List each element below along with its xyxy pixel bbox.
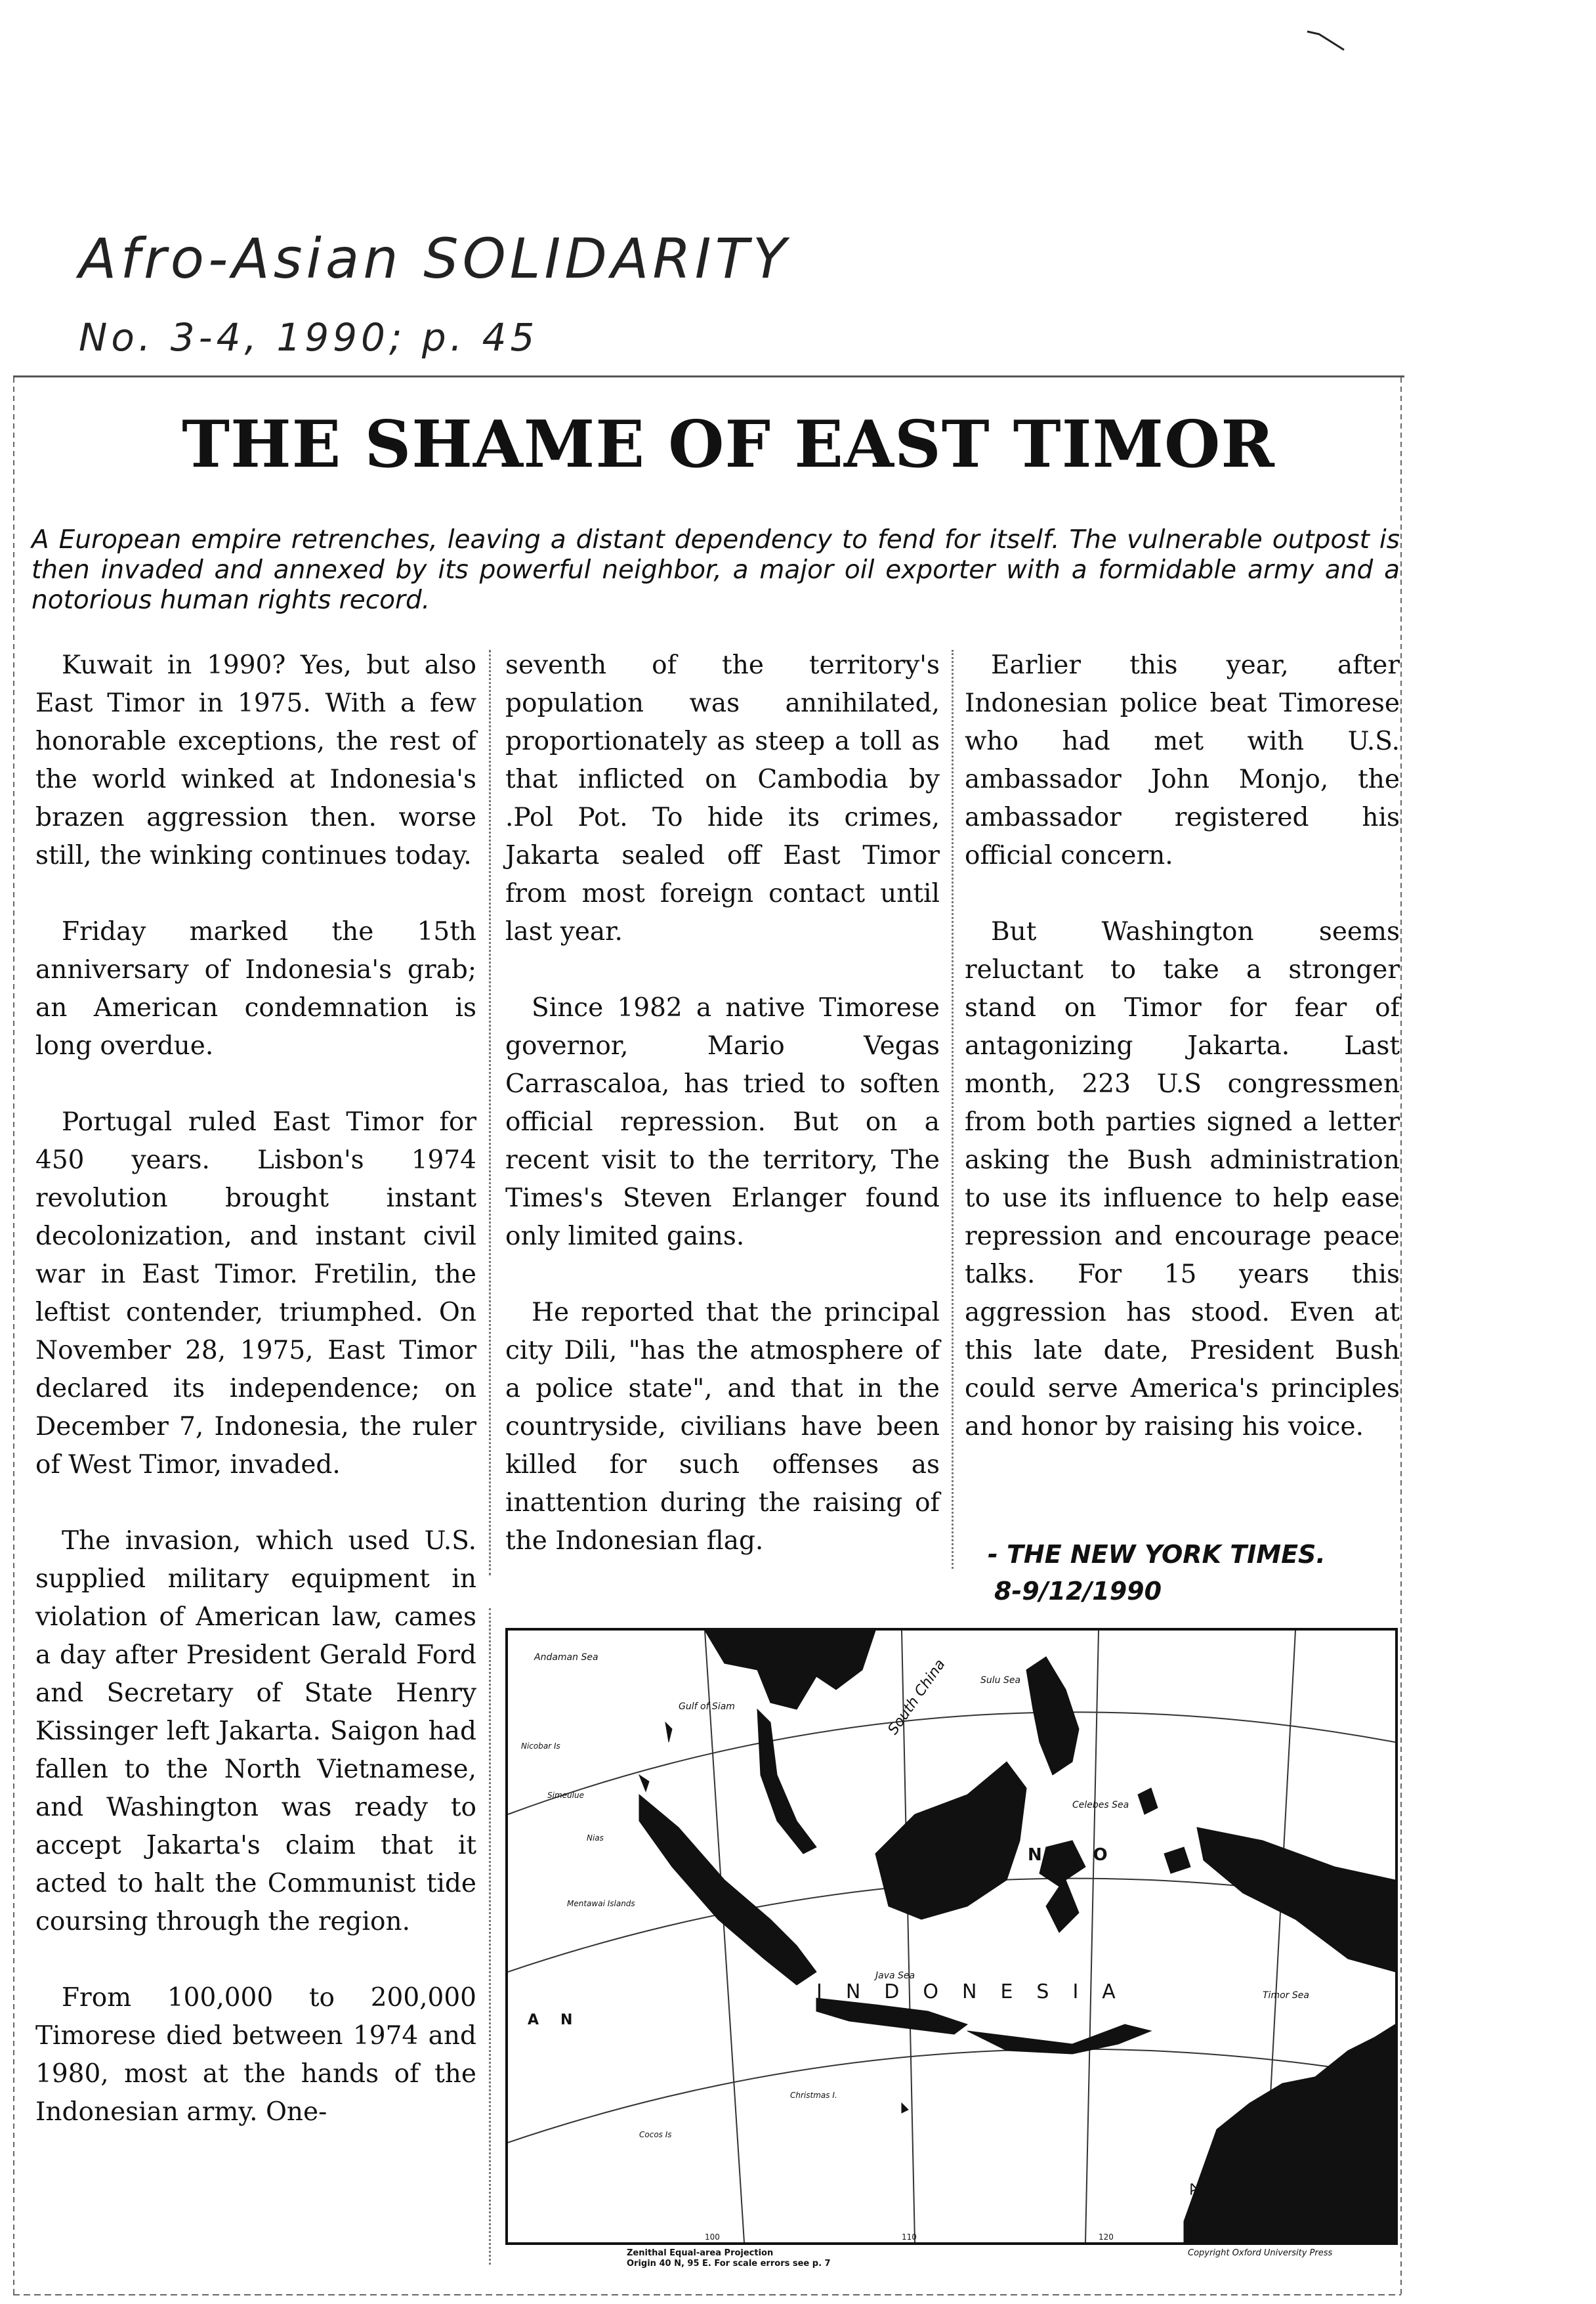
map-projection-note: Zenithal Equal-area Projection bbox=[627, 2248, 774, 2258]
borneo bbox=[875, 1762, 1026, 1919]
new-guinea bbox=[1197, 1827, 1395, 1972]
paragraph: Since 1982 a native Timorese governor, Mario Vegas Carrascaloa, has tried to soften official repression. But on a recent visit to the territory, The Times's Steven Erlanger found only limited gains. bbox=[505, 993, 940, 1251]
label-ocean-a: A bbox=[528, 2012, 539, 2028]
label-lng-110: 110 bbox=[902, 2232, 917, 2242]
malay-peninsula bbox=[757, 1709, 816, 1854]
label-mentawai: Mentawai Islands bbox=[567, 1899, 635, 1908]
philippines bbox=[1026, 1657, 1079, 1775]
label-lng-120: 120 bbox=[1099, 2232, 1114, 2242]
label-sulu-sea: Sulu Sea bbox=[980, 1675, 1021, 1686]
map-caption bbox=[627, 2248, 831, 2269]
label-indonesia: INDONESIA bbox=[816, 1980, 1139, 2003]
clipping-top-border bbox=[13, 375, 1404, 377]
paragraph: The invasion, which used U.S. supplied military equipment in violation of American law, cames a day after President Gerald Ford and Secretary of State Henry Kissinger left Jakarta. Saigon had fallen to the North Vietnamese, and Washington was ready to accept Jakarta's claim that it acted to halt the Communist tide coursing through the region. bbox=[35, 1526, 476, 1936]
paragraph: Kuwait in 1990? Yes, but also East Timor in 1975. With a few honorable exceptions, the rest of the world winked at Indonesia's brazen aggression then. worse still, the winking continues today. bbox=[35, 651, 476, 870]
credit-date: 8-9/12/1990 bbox=[994, 1577, 1162, 1606]
indochina-landmass bbox=[705, 1631, 875, 1709]
paragraph: But Washington seems reluctant to take a stronger stand on Timor for fear of antagonizing Jakarta. Last month, 223 U.S congressmen from both parties signed a letter asking the Bush administration to use its influence to help ease repression and encourage peace talks. For 15 years this aggression has stood. Even at this late date, President Bush could serve America's principles and honor by raising his voice. bbox=[965, 917, 1400, 1441]
label-lng-130: 130 bbox=[1295, 2232, 1311, 2242]
column-1 bbox=[35, 647, 476, 2169]
label-lat-10: 10° bbox=[1371, 1883, 1385, 1892]
java bbox=[816, 1998, 967, 2034]
paragraph: From 100,000 to 200,000 Timorese died between 1974 and 1980, most at the hands of the Indonesian army. One- bbox=[35, 1983, 476, 2127]
map-drawing bbox=[508, 1631, 1395, 2242]
column-3 bbox=[965, 647, 1400, 1484]
label-lat-0: 0° bbox=[1371, 2053, 1380, 2062]
column-divider bbox=[489, 650, 491, 1575]
handwritten-source: Afro-Asian SOLIDARITY bbox=[79, 226, 791, 291]
map-origin-note: Origin 40 N, 95 E. For scale errors see p. 7 bbox=[627, 2259, 831, 2269]
southeast-asia-map bbox=[505, 1628, 1398, 2245]
label-nias: Nias bbox=[587, 1833, 604, 1843]
paragraph: He reported that the principal city Dili, "has the atmosphere of a police state", and that in the countryside, civilians have been killed for such offenses as inattention during the raising of the Indonesian flag. bbox=[505, 1298, 940, 1556]
label-christmas-island: Christmas I. bbox=[790, 2091, 837, 2100]
paragraph: Friday marked the 15th anniversary of Indonesia's grab; an American condemnation is long overdue. bbox=[35, 917, 476, 1061]
label-celebes-sea: Celebes Sea bbox=[1072, 1800, 1129, 1810]
label-australia: AUSTRALIA bbox=[1186, 2115, 1378, 2199]
label-borneo: BORNEO bbox=[928, 1845, 1127, 1865]
label-andaman-sea: Andaman Sea bbox=[534, 1652, 598, 1663]
clipping-left-border bbox=[13, 377, 14, 2294]
label-cocos: Cocos Is bbox=[639, 2130, 672, 2139]
label-java-sea: Java Sea bbox=[875, 1971, 915, 1981]
clipping-bottom-border bbox=[13, 2294, 1401, 2295]
map-copyright: Copyright Oxford University Press bbox=[1188, 2248, 1333, 2258]
column-divider bbox=[952, 650, 954, 1569]
label-gulf-of-siam: Gulf of Siam bbox=[679, 1701, 735, 1712]
label-south-china: South China bbox=[885, 1656, 949, 1738]
source-credit bbox=[988, 1536, 1326, 1610]
article-deck: A European empire retrenches, leaving a distant dependency to fend for itself. The vulnerable outpost is then invaded and annexed by its powerful neighbor, a major oil exporter with a formidable army and a notorious human rights record. bbox=[32, 525, 1400, 615]
paragraph: seventh of the territory's population was annihilated, proportionately as steep a toll as that inflicted on Cambodia by .Pol Pot. To hide its crimes, Jakarta sealed off East Timor from most foreign contact until last year. bbox=[505, 651, 940, 947]
paragraph: Earlier this year, after Indonesian police beat Timorese who had met with U.S. ambassador John Monjo, the ambassador registered his official concern. bbox=[965, 651, 1400, 870]
article-headline: THE SHAME OF EAST TIMOR bbox=[182, 407, 1275, 482]
pen-mark bbox=[1306, 26, 1345, 53]
clipping-right-border bbox=[1400, 377, 1402, 2294]
paragraph: Portugal ruled East Timor for 450 years. Lisbon's 1974 revolution brought instant decolonization, and instant civil war in East Timor. Fretilin, the leftist contender, triumphed. On November 28, 1975, East Timor declared its independence; on December 7, Indonesia, the ruler of West Timor, invaded. bbox=[35, 1107, 476, 1480]
handwritten-issue: No. 3-4, 1990; p. 45 bbox=[79, 315, 539, 360]
credit-publication: - THE NEW YORK TIMES. bbox=[988, 1540, 1326, 1569]
label-simeulue: Simeulue bbox=[547, 1791, 584, 1800]
label-lng-100: 100 bbox=[705, 2232, 720, 2242]
label-nicobar: Nicobar Is bbox=[521, 1741, 560, 1751]
column-2 bbox=[505, 647, 940, 1598]
label-ocean-n: N bbox=[560, 2012, 573, 2028]
column-divider bbox=[489, 1608, 491, 2265]
label-timor-sea: Timor Sea bbox=[1263, 1990, 1309, 2001]
